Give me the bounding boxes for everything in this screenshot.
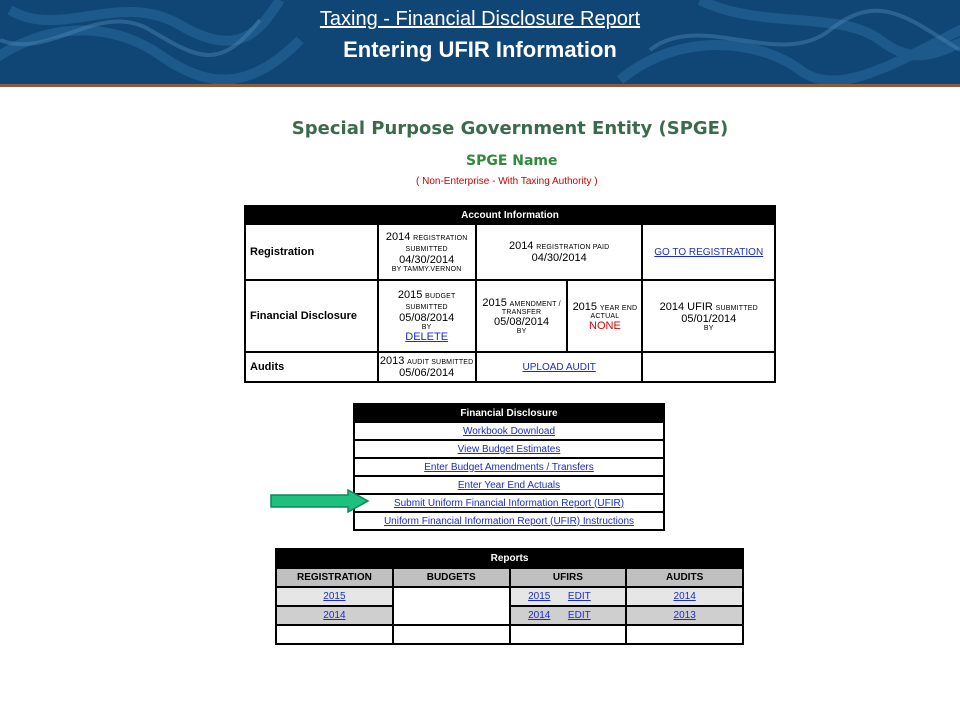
col-audits: AUDITS xyxy=(626,568,743,587)
registration-2015-link[interactable]: 2015 xyxy=(323,591,346,602)
go-to-registration-link[interactable]: GO TO REGISTRATION xyxy=(654,246,764,258)
audits-label: Audits xyxy=(245,352,378,382)
col-budgets: BUDGETS xyxy=(393,568,510,587)
account-information-table xyxy=(244,205,776,383)
registration-paid-cell: 2014 REGISTRATION PAID 04/30/2014 xyxy=(476,224,643,280)
registration-submitted-by: BY TAMMY.VERNON xyxy=(391,266,462,273)
audit-2014-link[interactable]: 2014 xyxy=(673,591,696,602)
header-banner xyxy=(0,0,960,84)
reports-header: Reports xyxy=(276,549,743,568)
spge-type: ( Non-Enterprise - With Taxing Authority ) xyxy=(416,176,598,187)
table-row xyxy=(276,606,743,625)
financial-disclosure-table xyxy=(353,403,665,531)
col-ufirs: UFIRS xyxy=(510,568,627,587)
view-budget-estimates-link[interactable]: View Budget Estimates xyxy=(457,443,561,455)
registration-link-cell xyxy=(642,224,775,280)
spge-name: SPGE Name xyxy=(466,153,558,169)
banner-divider xyxy=(0,84,960,87)
ufir-2015-edit-link[interactable]: EDIT xyxy=(567,591,591,602)
enter-year-end-actuals-link[interactable]: Enter Year End Actuals xyxy=(457,479,561,491)
audit-submitted-date: 05/06/2014 xyxy=(399,367,455,379)
report-title: Taxing - Financial Disclosure Report xyxy=(319,8,641,30)
amendment-cell: 2015 AMENDMENT / TRANSFER 05/08/2014 BY xyxy=(476,280,567,352)
report-subtitle: Entering UFIR Information xyxy=(343,37,617,62)
budgets-cell xyxy=(393,587,510,625)
ufir-2014-edit-link[interactable]: EDIT xyxy=(567,610,591,621)
ufir-submitted-date: 05/01/2014 xyxy=(681,312,737,325)
audit-submitted-cell: 2013 AUDIT SUBMITTED 05/06/2014 xyxy=(378,352,476,382)
budget-submitted-by: BY xyxy=(421,324,432,331)
enter-budget-amendments-link[interactable]: Enter Budget Amendments / Transfers xyxy=(424,461,594,473)
budget-submitted-cell: 2015 BUDGET SUBMITTED 05/08/2014 BY DELETE xyxy=(378,280,476,352)
ufir-2015-link[interactable]: 2015 xyxy=(528,591,551,602)
budget-submitted-date: 05/08/2014 xyxy=(399,312,455,324)
ufir-submitted-cell: 2014 UFIR SUBMITTED 05/01/2014 BY xyxy=(642,280,775,352)
reports-table xyxy=(275,548,744,645)
financial-disclosure-header: Financial Disclosure xyxy=(354,404,664,422)
year-end-status: NONE xyxy=(589,319,621,332)
spge-title: Special Purpose Government Entity (SPGE) xyxy=(291,118,729,139)
arrow-right-icon xyxy=(270,489,370,513)
delete-budget-link[interactable]: DELETE xyxy=(405,331,449,343)
ufir-2014-link[interactable]: 2014 xyxy=(528,610,551,621)
ufir-instructions-link[interactable]: Uniform Financial Information Report (UFIR) Instructions xyxy=(383,515,635,527)
registration-2014-link[interactable]: 2014 xyxy=(323,610,346,621)
audit-2013-link[interactable]: 2013 xyxy=(673,610,696,621)
registration-submitted-date: 04/30/2014 xyxy=(399,254,455,266)
audits-empty-cell xyxy=(642,352,775,382)
registration-submitted-cell: 2014 REGISTRATION SUBMITTED 04/30/2014 BY TAMMY.VERNON xyxy=(378,224,476,280)
financial-disclosure-label: Financial Disclosure xyxy=(245,280,378,352)
registration-paid-date: 04/30/2014 xyxy=(531,252,587,264)
table-row xyxy=(276,587,743,606)
col-registration: REGISTRATION xyxy=(276,568,393,587)
amendment-date: 05/08/2014 xyxy=(494,316,550,328)
upload-audit-cell xyxy=(476,352,643,382)
workbook-download-link[interactable]: Workbook Download xyxy=(462,425,556,437)
table-row-empty xyxy=(276,625,743,644)
year-end-cell: 2015 YEAR END ACTUAL NONE xyxy=(567,280,642,352)
account-information-header: Account Information xyxy=(245,206,775,224)
submit-ufir-link[interactable]: Submit Uniform Financial Information Report (UFIR) xyxy=(393,497,625,509)
upload-audit-link[interactable]: UPLOAD AUDIT xyxy=(522,361,596,373)
registration-label: Registration xyxy=(245,224,378,280)
